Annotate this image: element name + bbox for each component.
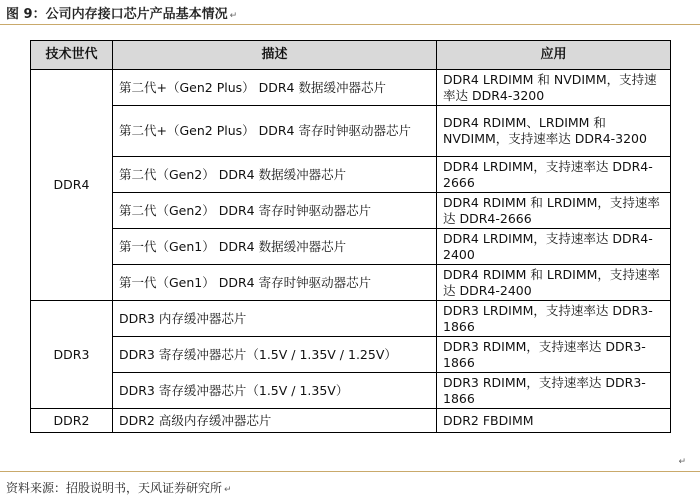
carriage-return-mark: ↵: [678, 457, 686, 467]
description-cell: 第一代（Gen1） DDR4 寄存时钟驱动器芯片: [113, 265, 437, 301]
table-row: [31, 301, 671, 337]
application-cell: DDR4 LRDIMM 和 NVDIMM，支持速率达 DDR4-3200: [437, 70, 671, 106]
application-cell: DDR4 LRDIMM，支持速率达 DDR4-2400: [437, 229, 671, 265]
paragraph-mark: ↵: [229, 11, 238, 21]
description-cell: DDR3 寄存缓冲器芯片（1.5V / 1.35V）: [113, 373, 437, 409]
table-row: [31, 70, 671, 106]
source-note: [6, 479, 232, 496]
title-divider: [0, 24, 700, 25]
description-cell: DDR3 内存缓冲器芯片: [113, 301, 437, 337]
table-row: [31, 193, 671, 229]
generation-cell-ddr4: DDR4: [31, 70, 113, 301]
figure-title: [6, 3, 237, 22]
table-row: [31, 373, 671, 409]
table-row: [31, 106, 671, 157]
description-cell: 第二代（Gen2） DDR4 寄存时钟驱动器芯片: [113, 193, 437, 229]
source-text: 资料来源：招股说明书，天风证券研究所: [6, 481, 223, 495]
figure-title-text: 图 9：公司内存接口芯片产品基本情况: [6, 7, 228, 22]
application-cell: DDR3 RDIMM，支持速率达 DDR3-1866: [437, 337, 671, 373]
application-cell: DDR4 RDIMM 和 LRDIMM，支持速率达 DDR4-2400: [437, 265, 671, 301]
description-cell: DDR2 高级内存缓冲器芯片: [113, 409, 437, 433]
description-cell: 第二代+（Gen2 Plus） DDR4 数据缓冲器芯片: [113, 70, 437, 106]
application-cell: DDR4 RDIMM 和 LRDIMM，支持速率达 DDR4-2666: [437, 193, 671, 229]
table-row: [31, 265, 671, 301]
description-cell: 第一代（Gen1） DDR4 数据缓冲器芯片: [113, 229, 437, 265]
application-cell: DDR2 FBDIMM: [437, 409, 671, 433]
generation-cell-ddr3: DDR3: [31, 301, 113, 409]
table-row: [31, 337, 671, 373]
application-cell: DDR3 LRDIMM，支持速率达 DDR3-1866: [437, 301, 671, 337]
header-generation: 技术世代: [31, 41, 113, 70]
header-description: 描述: [113, 41, 437, 70]
description-cell: 第二代（Gen2） DDR4 数据缓冲器芯片: [113, 157, 437, 193]
application-cell: DDR4 LRDIMM，支持速率达 DDR4-2666: [437, 157, 671, 193]
table-header-row: [31, 41, 671, 70]
table-row: [31, 409, 671, 433]
source-divider: [0, 471, 700, 472]
generation-cell-ddr2: DDR2: [31, 409, 113, 433]
table-row: [31, 157, 671, 193]
description-cell: 第二代+（Gen2 Plus） DDR4 寄存时钟驱动器芯片: [113, 106, 437, 157]
product-table: [30, 40, 671, 433]
table-row: [31, 229, 671, 265]
description-cell: DDR3 寄存缓冲器芯片（1.5V / 1.35V / 1.25V）: [113, 337, 437, 373]
paragraph-mark: ↵: [224, 485, 232, 495]
application-cell: DDR4 RDIMM、LRDIMM 和 NVDIMM，支持速率达 DDR4-3200: [437, 106, 671, 157]
application-cell: DDR3 RDIMM，支持速率达 DDR3-1866: [437, 373, 671, 409]
header-application: 应用: [437, 41, 671, 70]
